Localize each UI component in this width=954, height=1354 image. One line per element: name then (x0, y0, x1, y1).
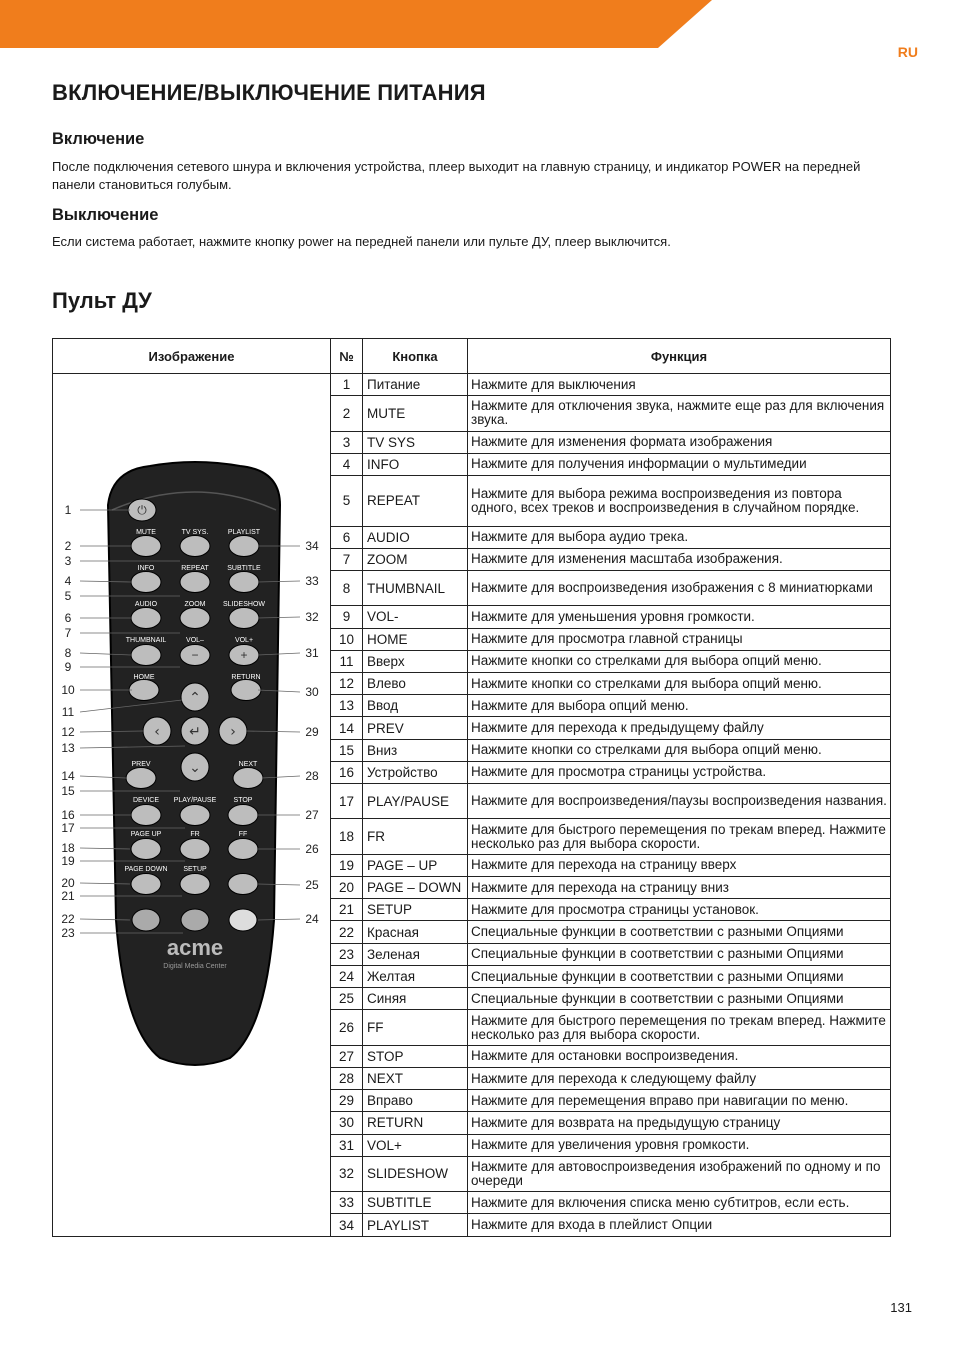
row-function: Нажмите для быстрого перемещения по трекам вперед. Нажмите несколько раз для выбора скорости. (468, 819, 891, 854)
callout-number: 12 (61, 725, 75, 739)
row-number: 24 (331, 965, 363, 987)
remote-button-label: PLAYLIST (227, 529, 261, 536)
orange-header-bar (0, 0, 954, 48)
callout-number: 15 (61, 784, 75, 798)
brand-logo: acme (166, 935, 224, 960)
row-button-name: FF (363, 1010, 468, 1045)
row-button-name: Влево (363, 672, 468, 694)
row-function: Нажмите для увеличения уровня громкости. (468, 1134, 891, 1156)
table-row (53, 374, 891, 396)
callout-number: 14 (61, 769, 75, 783)
row-number: 12 (331, 672, 363, 694)
row-function: Нажмите для выбора режима воспроизведения из повтора одного, всех треков и воспроизведения в случайном порядке. (468, 476, 891, 527)
remote-button-label: VOL+ (234, 637, 254, 644)
color-button (229, 909, 257, 931)
callout-number: 17 (61, 821, 75, 835)
row-function: Нажмите для отключения звука, нажмите еще раз для включения звука. (468, 396, 891, 431)
callout-number: 21 (61, 889, 75, 903)
row-function: Нажмите кнопки со стрелками для выбора опций меню. (468, 650, 891, 672)
callout-number: 30 (305, 685, 319, 699)
remote-button-label: MUTE (136, 529, 156, 536)
row-button-name: NEXT (363, 1067, 468, 1089)
row-number: 34 (331, 1214, 363, 1237)
row-number: 19 (331, 854, 363, 876)
remote-button (180, 839, 210, 860)
row-button-name: VOL+ (363, 1134, 468, 1156)
row-button-name: Питание (363, 374, 468, 396)
row-number: 29 (331, 1090, 363, 1112)
row-button-name: AUDIO (363, 526, 468, 548)
row-button-name: Желтая (363, 965, 468, 987)
callout-number: 5 (64, 589, 72, 603)
remote-button (228, 839, 258, 860)
remote-button (131, 874, 161, 895)
row-button-name: SLIDESHOW (363, 1156, 468, 1191)
callout-number: 26 (305, 842, 319, 856)
row-function: Нажмите для изменения масштаба изображения. (468, 548, 891, 570)
remote-image-cell (53, 374, 331, 1237)
remote-button (131, 805, 161, 826)
remote-section-title: Пульт ДУ (52, 288, 152, 313)
callout-number: 3 (64, 554, 72, 568)
row-function: Специальные функции в соответствии с разными Опциями (468, 921, 891, 943)
remote-button (129, 680, 159, 701)
remote-button (131, 608, 161, 629)
remote-button-label: SLIDESHOW (222, 601, 266, 608)
row-number: 1 (331, 374, 363, 396)
row-button-name: REPEAT (363, 476, 468, 527)
row-button-name: PREV (363, 717, 468, 739)
remote-button (131, 839, 161, 860)
callout-number: 33 (305, 574, 319, 588)
callout-number: 25 (305, 878, 319, 892)
remote-button (126, 768, 156, 789)
row-button-name: ZOOM (363, 548, 468, 570)
callout-number: 20 (61, 876, 75, 890)
power-on-text: После подключения сетевого шнура и включения устройства, плеер выходит на главную страницу, и индикатор POWER на передней панели становиться голубым. (52, 159, 861, 192)
left-icon: ‹ (154, 724, 160, 740)
remote-button-label: PLAY/PAUSE (173, 797, 217, 804)
row-number: 14 (331, 717, 363, 739)
remote-button-label: DEVICE (132, 797, 160, 804)
callout-number: 27 (305, 808, 319, 822)
row-number: 15 (331, 739, 363, 761)
language-label: RU (897, 44, 918, 60)
remote-button-label: SUBTITLE (227, 565, 261, 572)
row-button-name: TV SYS (363, 431, 468, 453)
page-title: ВКЛЮЧЕНИЕ/ВЫКЛЮЧЕНИЕ ПИТАНИЯ (52, 80, 486, 105)
callout-number: 32 (305, 610, 319, 624)
remote-button-label: PREV (131, 761, 151, 768)
remote-button-label: STOP (233, 797, 253, 804)
power-icon: ⏻ (137, 503, 147, 517)
row-function: Нажмите для перемещения вправо при навигации по меню. (468, 1090, 891, 1112)
remote-button-label: HOME (133, 674, 155, 681)
row-number: 30 (331, 1112, 363, 1134)
row-function: Специальные функции в соответствии с разными Опциями (468, 965, 891, 987)
color-button (181, 909, 209, 931)
row-button-name: STOP (363, 1045, 468, 1067)
row-button-name: FR (363, 819, 468, 854)
remote-button-label: VOL– (186, 637, 204, 644)
callout-number: 24 (305, 912, 319, 926)
callout-number: 9 (64, 660, 72, 674)
remote-button (180, 572, 210, 593)
remote-button (228, 874, 258, 895)
remote-button-label: FR (190, 831, 200, 838)
row-number: 4 (331, 453, 363, 475)
row-number: 5 (331, 476, 363, 527)
row-number: 2 (331, 396, 363, 431)
remote-button (131, 536, 161, 557)
callout-number: 16 (61, 808, 75, 822)
row-button-name: INFO (363, 453, 468, 475)
callout-number: 34 (305, 539, 319, 553)
row-number: 9 (331, 606, 363, 628)
row-function: Нажмите кнопки со стрелками для выбора опций меню. (468, 672, 891, 694)
row-function: Нажмите для перехода к следующему файлу (468, 1067, 891, 1089)
row-button-name: MUTE (363, 396, 468, 431)
row-button-name: SUBTITLE (363, 1192, 468, 1214)
row-function: Нажмите для перехода к предыдущему файлу (468, 717, 891, 739)
row-function: Нажмите для возврата на предыдущую страницу (468, 1112, 891, 1134)
remote-button-label: PAGE DOWN (124, 866, 168, 873)
remote-illustration (53, 374, 330, 1236)
row-function: Нажмите для воспроизведения/паузы воспроизведения названия. (468, 784, 891, 819)
callout-number: 31 (305, 646, 319, 660)
callout-number: 22 (61, 912, 75, 926)
remote-button-label: THUMBNAIL (125, 637, 167, 644)
row-number: 20 (331, 877, 363, 899)
remote-control-drawing (53, 374, 330, 1236)
power-off-heading: Выключение (52, 206, 159, 224)
row-function: Нажмите для выбора аудио трека. (468, 526, 891, 548)
callout-number: 19 (61, 854, 75, 868)
row-function: Нажмите для выбора опций меню. (468, 695, 891, 717)
up-icon: ⌃ (189, 690, 201, 706)
remote-spec-table (52, 338, 891, 1237)
remote-button-label: INFO (137, 565, 155, 572)
remote-button (231, 680, 261, 701)
row-button-name: PLAYLIST (363, 1214, 468, 1237)
header-function: Функция (468, 339, 891, 374)
row-button-name: Вправо (363, 1090, 468, 1112)
row-number: 18 (331, 819, 363, 854)
row-function: Нажмите для перехода на страницу вниз (468, 877, 891, 899)
down-icon: ⌄ (189, 760, 201, 776)
remote-button (229, 536, 259, 557)
power-on-heading: Включение (52, 130, 145, 148)
remote-button (180, 536, 210, 557)
remote-button (131, 572, 161, 593)
row-number: 28 (331, 1067, 363, 1089)
row-function: Нажмите для перехода на страницу вверх (468, 854, 891, 876)
row-button-name: PAGE – DOWN (363, 877, 468, 899)
row-number: 11 (331, 650, 363, 672)
row-function: Нажмите для получения информации о мультимедии (468, 453, 891, 475)
power-off-text: Если система работает, нажмите кнопку power на передней панели или пульте ДУ, плеер выключится. (52, 234, 671, 249)
remote-button-label: SETUP (183, 866, 207, 873)
row-button-name: PAGE – UP (363, 854, 468, 876)
table-header-row (53, 339, 891, 374)
callout-number: 10 (61, 683, 75, 697)
remote-button-label: PAGE UP (130, 831, 162, 838)
remote-button-label: RETURN (231, 674, 261, 681)
row-button-name: Красная (363, 921, 468, 943)
row-function: Нажмите для быстрого перемещения по трекам вперед. Нажмите несколько раз для выбора скорости. (468, 1010, 891, 1045)
callout-number: 2 (64, 539, 72, 553)
row-button-name: SETUP (363, 899, 468, 921)
row-function: Нажмите для выключения (468, 374, 891, 396)
page-number: 131 (890, 1300, 912, 1315)
row-button-name: Синяя (363, 988, 468, 1010)
header-num: № (331, 339, 363, 374)
row-button-name: VOL- (363, 606, 468, 628)
row-number: 27 (331, 1045, 363, 1067)
row-function: Нажмите для автовоспроизведения изображений по одному и по очереди (468, 1156, 891, 1191)
row-number: 17 (331, 784, 363, 819)
row-button-name: Зеленая (363, 943, 468, 965)
brand-tagline: Digital Media Center (163, 963, 227, 970)
remote-button-label: AUDIO (134, 601, 158, 608)
row-function: Нажмите для изменения формата изображения (468, 431, 891, 453)
row-function: Нажмите для уменьшения уровня громкости. (468, 606, 891, 628)
row-button-name: Вверх (363, 650, 468, 672)
row-number: 32 (331, 1156, 363, 1191)
row-number: 13 (331, 695, 363, 717)
remote-button-label: TV SYS. (181, 529, 209, 536)
row-function: Специальные функции в соответствии с разными Опциями (468, 988, 891, 1010)
row-function: Специальные функции в соответствии с разными Опциями (468, 943, 891, 965)
enter-icon: ↵ (189, 724, 201, 740)
callout-number: 18 (61, 841, 75, 855)
remote-button-label: ZOOM (184, 601, 206, 608)
row-button-name: RETURN (363, 1112, 468, 1134)
remote-button (228, 805, 258, 826)
row-number: 25 (331, 988, 363, 1010)
remote-button (229, 572, 259, 593)
callout-number: 1 (64, 503, 72, 517)
callout-number: 8 (64, 646, 72, 660)
color-button (132, 909, 160, 931)
row-button-name: Устройство (363, 761, 468, 783)
callout-number: 13 (61, 741, 75, 755)
row-button-name: Ввод (363, 695, 468, 717)
row-function: Нажмите для просмотра страницы устройства. (468, 761, 891, 783)
remote-button-label: NEXT (238, 761, 258, 768)
row-number: 33 (331, 1192, 363, 1214)
header-image: Изображение (53, 339, 331, 374)
row-function: Нажмите для остановки воспроизведения. (468, 1045, 891, 1067)
row-number: 7 (331, 548, 363, 570)
row-button-name: THUMBNAIL (363, 570, 468, 605)
row-button-name: HOME (363, 628, 468, 650)
remote-button (180, 608, 210, 629)
callout-number: 4 (64, 574, 72, 588)
row-number: 6 (331, 526, 363, 548)
remote-button (229, 608, 259, 629)
remote-button-label: REPEAT (181, 565, 209, 572)
row-number: 8 (331, 570, 363, 605)
remote-button (131, 645, 161, 666)
row-button-name: PLAY/PAUSE (363, 784, 468, 819)
row-number: 26 (331, 1010, 363, 1045)
row-function: Нажмите для входа в плейлист Опции (468, 1214, 891, 1237)
row-function: Нажмите кнопки со стрелками для выбора опций меню. (468, 739, 891, 761)
row-number: 10 (331, 628, 363, 650)
row-number: 23 (331, 943, 363, 965)
row-function: Нажмите для воспроизведения изображения с 8 миниатюрками (468, 570, 891, 605)
row-number: 22 (331, 921, 363, 943)
remote-button (233, 768, 263, 789)
callout-number: 6 (64, 611, 72, 625)
callout-number: 23 (61, 926, 75, 940)
callout-number: 7 (64, 626, 72, 640)
callout-number: 28 (305, 769, 319, 783)
header-button: Кнопка (363, 339, 468, 374)
plus-icon: + (240, 648, 248, 662)
row-number: 31 (331, 1134, 363, 1156)
remote-button-label: FF (238, 831, 248, 838)
row-function: Нажмите для просмотра страницы установок. (468, 899, 891, 921)
row-function: Нажмите для включения списка меню субтитров, если есть. (468, 1192, 891, 1214)
row-number: 3 (331, 431, 363, 453)
callout-number: 11 (61, 705, 75, 719)
row-number: 21 (331, 899, 363, 921)
row-function: Нажмите для просмотра главной страницы (468, 628, 891, 650)
minus-icon: − (191, 648, 199, 662)
row-number: 16 (331, 761, 363, 783)
remote-button (180, 805, 210, 826)
right-icon: › (230, 724, 236, 740)
row-button-name: Вниз (363, 739, 468, 761)
callout-number: 29 (305, 725, 319, 739)
remote-button (180, 874, 210, 895)
